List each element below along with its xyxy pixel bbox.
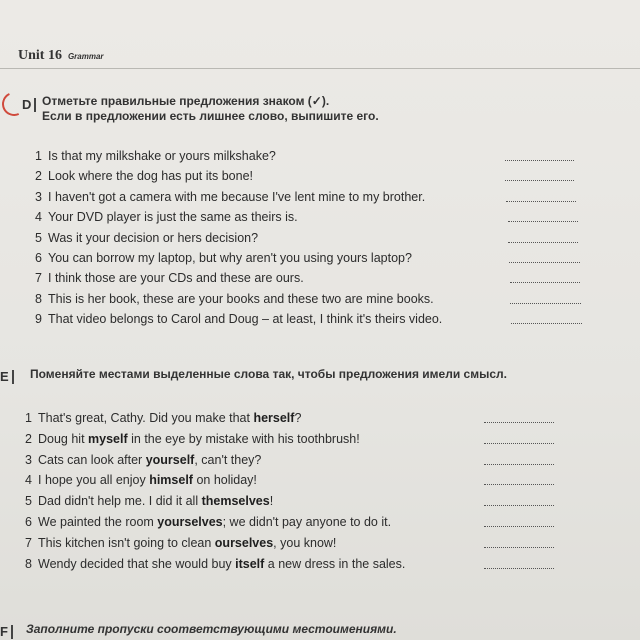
answer-line[interactable] (505, 160, 574, 161)
item-text: on holiday! (192, 473, 257, 488)
highlighted-word: myself (88, 431, 128, 446)
section-e-item (18, 556, 405, 572)
item-number: 5 (35, 230, 42, 245)
section-e-item (18, 410, 301, 426)
answer-line[interactable] (510, 282, 580, 283)
item-number: 7 (35, 271, 42, 286)
answer-line[interactable] (505, 180, 574, 181)
highlighted-word: itself (235, 556, 265, 571)
answer-line[interactable] (484, 526, 554, 527)
item-number: 1 (25, 411, 32, 425)
section-d-instruction-1: Отметьте правильные предложения знаком (✓). (42, 94, 330, 108)
item-text: Is that my milkshake or yours milkshake? (48, 149, 276, 163)
highlighted-word: himself (149, 473, 193, 488)
item-number: 2 (25, 431, 32, 446)
unit-header (18, 48, 104, 64)
section-d-item (28, 148, 276, 164)
section-e-item (18, 472, 257, 488)
answer-line[interactable] (509, 262, 580, 263)
item-number: 3 (35, 189, 42, 204)
unit-title: Unit 16 (18, 48, 62, 63)
section-d-item (28, 209, 298, 225)
item-text: Dad didn't help me. I did it all (38, 494, 202, 509)
unit-section: Grammar (67, 52, 104, 61)
highlighted-word: yourself (145, 452, 195, 467)
answer-line[interactable] (511, 323, 582, 324)
item-text: Was it your decision or hers decision? (48, 230, 259, 245)
item-text: You can borrow my laptop, but why aren't you using yours laptop? (48, 251, 412, 265)
item-text: Look where the dog has put its bone! (48, 169, 254, 184)
section-d-item (28, 291, 434, 307)
highlighted-word: themselves (201, 494, 270, 509)
answer-line[interactable] (484, 547, 554, 548)
answer-line[interactable] (484, 443, 554, 444)
section-d-item (28, 230, 258, 246)
answer-line[interactable] (484, 464, 554, 465)
answer-line[interactable] (508, 242, 578, 243)
section-f-instruction: Заполните пропуски соответствующими местоимениями. (26, 622, 397, 636)
item-text: I think those are your CDs and these are ours. (48, 271, 304, 286)
item-text: Cats can look after (38, 452, 146, 467)
section-e-item (18, 431, 360, 447)
section-f-letter: F (0, 625, 13, 639)
item-number: 7 (25, 535, 32, 550)
item-number: 9 (35, 312, 42, 327)
item-number: 4 (35, 210, 42, 225)
item-text: a new dress in the sales. (264, 556, 406, 571)
item-text: in the eye by mistake with his toothbrush! (127, 431, 360, 446)
item-text: ? (294, 411, 302, 425)
item-number: 2 (35, 169, 42, 184)
item-text: , can't they? (194, 452, 262, 467)
section-e-letter: E (0, 370, 14, 384)
answer-line[interactable] (484, 568, 554, 569)
item-number: 6 (25, 515, 32, 529)
item-number: 4 (25, 473, 32, 488)
item-text: I hope you all enjoy (38, 473, 150, 488)
answer-line[interactable] (484, 422, 554, 423)
answer-line[interactable] (510, 303, 581, 304)
item-text: Your DVD player is just the same as theirs is. (48, 210, 298, 225)
section-d-letter: D (22, 98, 36, 112)
answer-line[interactable] (508, 221, 578, 222)
item-number: 1 (35, 149, 42, 163)
section-e-instruction: Поменяйте местами выделенные слова так, чтобы предложения имели смысл. (30, 367, 507, 381)
section-d-item (28, 270, 304, 286)
section-e-item (18, 452, 261, 468)
item-text: This kitchen isn't going to clean (38, 535, 215, 550)
item-number: 8 (25, 556, 32, 571)
answer-line[interactable] (484, 505, 554, 506)
section-d-item (28, 189, 425, 205)
highlighted-word: herself (253, 411, 295, 425)
header-divider (0, 68, 640, 69)
highlighted-word: ourselves (214, 535, 274, 550)
item-text: That video belongs to Carol and Doug – at least, I think it's theirs video. (48, 312, 443, 327)
answer-line[interactable] (484, 484, 554, 485)
section-e-item (18, 535, 336, 551)
section-d-instruction-2: Если в предложении есть лишнее слово, выпишите его. (42, 109, 379, 123)
highlighted-word: yourselves (157, 515, 223, 529)
item-number: 6 (35, 251, 42, 265)
section-e-item (18, 493, 273, 509)
item-text: We painted the room (38, 515, 158, 529)
section-d-item (28, 250, 412, 266)
item-text: ! (269, 494, 274, 509)
item-text: , you know! (273, 535, 337, 550)
section-d-item (28, 168, 253, 184)
item-text: Wendy decided that she would buy (38, 556, 236, 571)
item-text: That's great, Cathy. Did you make that (38, 411, 254, 425)
item-number: 8 (35, 291, 42, 306)
item-text: I haven't got a camera with me because I've lent mine to my brother. (48, 189, 426, 204)
section-e-item (18, 514, 391, 530)
item-number: 3 (25, 452, 32, 467)
section-d-item (28, 311, 442, 327)
item-text: Doug hit (38, 431, 89, 446)
item-text: ; we didn't pay anyone to do it. (222, 515, 392, 529)
item-text: This is her book, these are your books and these two are mine books. (48, 291, 434, 306)
answer-line[interactable] (506, 201, 576, 202)
item-number: 5 (25, 494, 32, 509)
